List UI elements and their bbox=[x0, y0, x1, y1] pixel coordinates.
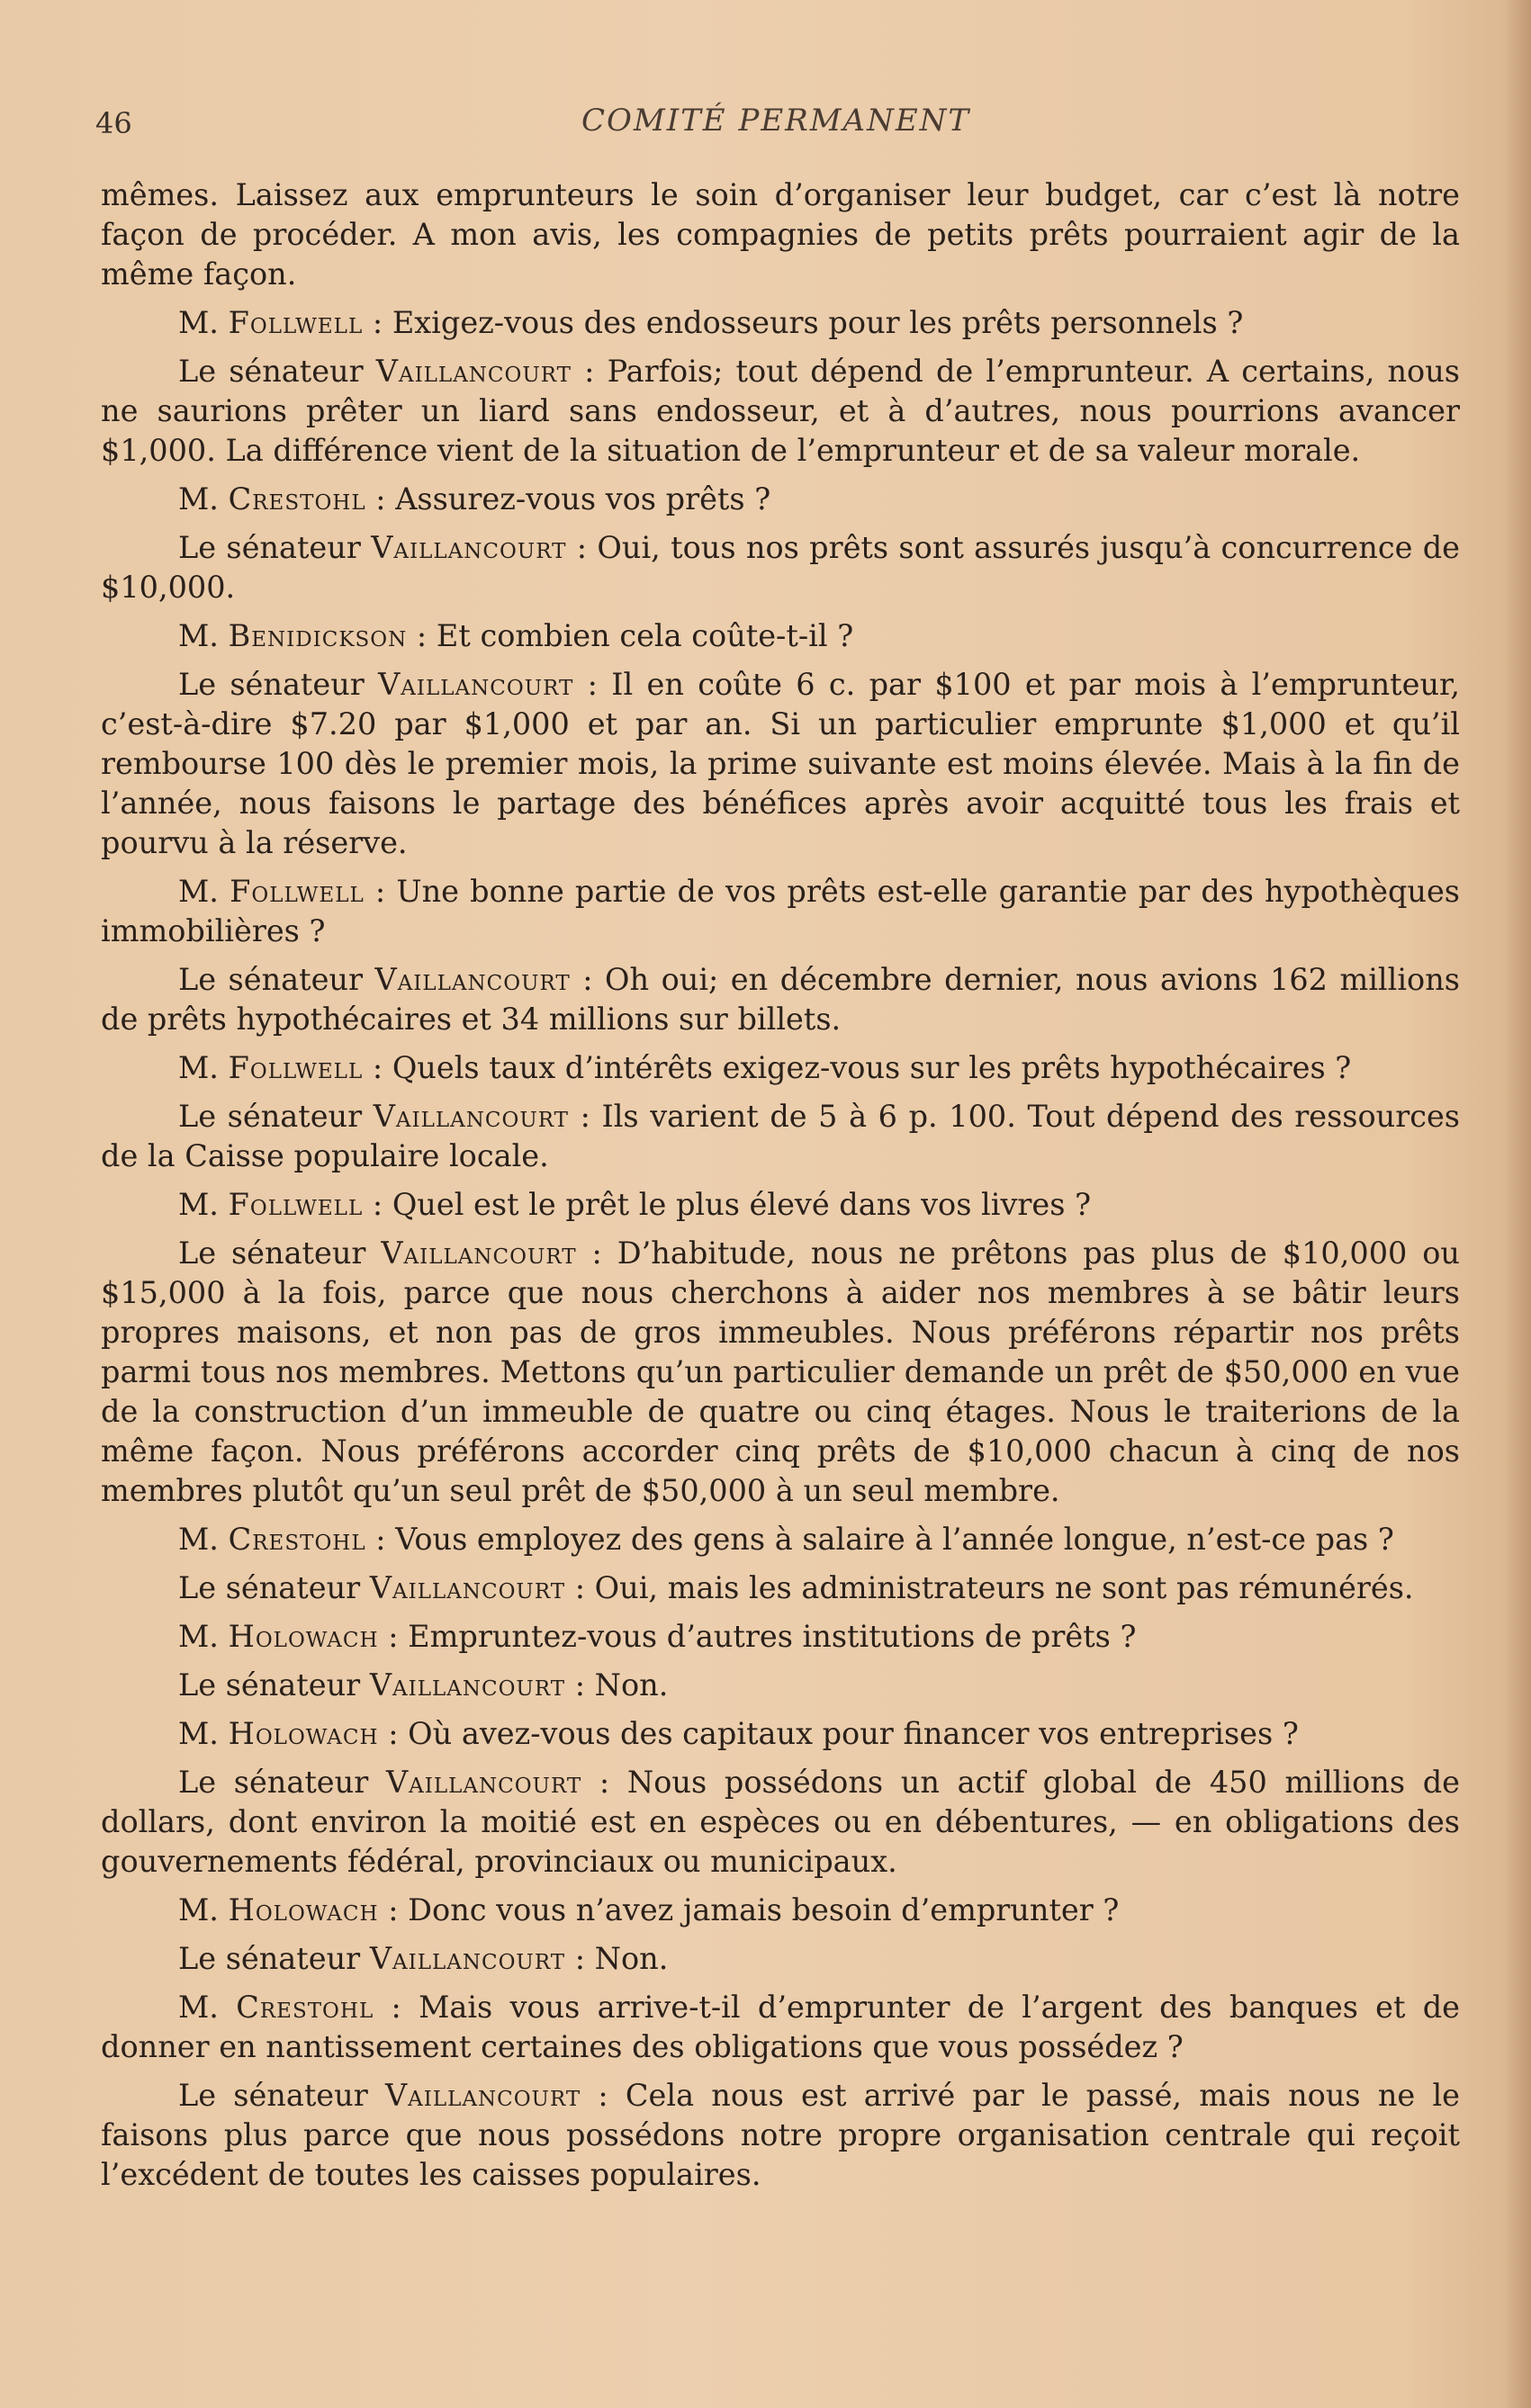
speaker-name: Crestohl bbox=[228, 1522, 366, 1557]
speaker-colon: : bbox=[572, 354, 608, 389]
speaker-colon: : bbox=[573, 667, 612, 702]
speaker-colon: : bbox=[566, 530, 598, 565]
speaker-title: M. bbox=[178, 1619, 229, 1654]
speech-text: Exigez-vous des endosseurs pour les prêts personnels ? bbox=[392, 305, 1244, 340]
speaker-colon: : bbox=[576, 1235, 617, 1271]
speaker-colon: : bbox=[378, 1619, 409, 1654]
speaker-colon: : bbox=[565, 1570, 595, 1605]
speaker-title: Le sénateur bbox=[178, 1099, 374, 1134]
page-header bbox=[95, 99, 1454, 149]
speaker-title: M. bbox=[178, 305, 229, 340]
speaker-colon: : bbox=[363, 1050, 392, 1085]
exchange-paragraph bbox=[101, 1988, 1460, 2067]
speaker-colon: : bbox=[407, 618, 437, 653]
speaker-name: Crestohl bbox=[228, 481, 366, 517]
exchange-paragraph bbox=[101, 528, 1460, 607]
speaker-title: M. bbox=[178, 1522, 229, 1557]
exchange-paragraph bbox=[101, 1568, 1460, 1608]
speaker-colon: : bbox=[363, 1187, 392, 1222]
speaker-name: Follwell bbox=[228, 1187, 364, 1222]
running-title: COMITÉ PERMANENT bbox=[581, 103, 971, 139]
exchange-paragraph bbox=[101, 872, 1460, 951]
speaker-colon: : bbox=[378, 1892, 409, 1927]
speaker-title: Le sénateur bbox=[178, 1941, 370, 1976]
speaker-title: M. bbox=[178, 1187, 229, 1222]
exchange-paragraph bbox=[101, 1891, 1460, 1930]
speech-text: Cela nous est arrivé par le passé, mais nous ne le faisons plus parce que nous possédons notre propre organisation centrale qui reçoit l’excédent de toutes les caisses populaires. bbox=[101, 2078, 1460, 2192]
exchange-paragraph bbox=[101, 665, 1460, 863]
speech-text: D’habitude, nous ne prêtons pas plus de $10,000 ou $15,000 à la fois, parce que nous cherchons à aider nos membres à se bâtir leurs propres maisons, et non pas de gros immeubles. Nous préférons répartir nos prêts parmi tous nos membres. Mettons qu’un particulier demande un prêt de $50,000 en vue de la construction d’un immeuble de quatre ou cinq étages. Nous le traiterions de la même façon. Nous préférons accorder cinq prêts de $10,000 chacun à cinq de nos membres plutôt qu’un seul prêt de $50,000 à un seul membre. bbox=[101, 1235, 1460, 1508]
exchange-paragraph bbox=[101, 616, 1460, 656]
exchange-paragraph bbox=[101, 1234, 1460, 1511]
speaker-name: Follwell bbox=[228, 305, 364, 340]
exchange-paragraph bbox=[101, 960, 1460, 1039]
speaker-name: Vaillancourt bbox=[385, 1765, 582, 1800]
speaker-colon: : bbox=[364, 874, 397, 909]
exchange-paragraph bbox=[101, 1763, 1460, 1882]
speech-text: Oh oui; en décembre dernier, nous avions 162 millions de prêts hypothécaires et 34 millions sur billets. bbox=[101, 962, 1460, 1037]
speech-text: Vous employez des gens à salaire à l’année longue, n’est-ce pas ? bbox=[395, 1522, 1394, 1557]
speaker-colon: : bbox=[363, 305, 392, 340]
speaker-title: Le sénateur bbox=[178, 962, 375, 997]
speech-text: Il en coûte 6 c. par $100 et par mois à l’emprunteur, c’est-à-dire $7.20 par $1,000 et par an. Si un particulier emprunte $1,000 et qu’il rembourse 100 dès le premier mois, la prime suivante est moins élevée. Mais à la fin de l’année, nous faisons le partage des bénéfices après avoir acquitté tous les frais et pourvu à la réserve. bbox=[101, 667, 1460, 860]
speaker-name: Vaillancourt bbox=[371, 530, 567, 565]
speech-text: Nous possédons un actif global de 450 millions de dollars, dont environ la moitié est en espèces ou en débentures, — en obligations des gouvernements fédéral, provinciaux ou municipaux. bbox=[101, 1765, 1460, 1879]
speaker-colon: : bbox=[378, 1716, 409, 1751]
testimony-exchanges bbox=[101, 303, 1460, 2195]
speech-text: Quels taux d’intérêts exigez-vous sur les prêts hypothécaires ? bbox=[392, 1050, 1352, 1085]
speaker-colon: : bbox=[365, 1522, 396, 1557]
speaker-colon: : bbox=[565, 1667, 595, 1703]
speaker-name: Vaillancourt bbox=[381, 1235, 577, 1271]
exchange-paragraph bbox=[101, 1048, 1460, 1088]
exchange-paragraph bbox=[101, 2076, 1460, 2195]
speaker-title: M. bbox=[178, 1892, 229, 1927]
speech-text: Non. bbox=[594, 1667, 669, 1703]
speech-text: Et combien cela coûte-t-il ? bbox=[436, 618, 854, 653]
speaker-name: Vaillancourt bbox=[378, 667, 574, 702]
exchange-paragraph bbox=[101, 480, 1460, 519]
speaker-name: Holowach bbox=[228, 1619, 379, 1654]
speech-text: Où avez-vous des capitaux pour financer vos entreprises ? bbox=[408, 1716, 1299, 1751]
speaker-title: M. bbox=[178, 618, 229, 653]
speaker-title: Le sénateur bbox=[178, 530, 372, 565]
speaker-name: Vaillancourt bbox=[373, 1099, 569, 1134]
opening-paragraph: mêmes. Laissez aux emprunteurs le soin d’organiser leur budget, car c’est là notre façon de procéder. A mon avis, les compagnies de petits prêts pourraient agir de la même façon. bbox=[101, 177, 1460, 292]
speaker-name: Vaillancourt bbox=[369, 1570, 566, 1605]
speaker-title: M. bbox=[178, 1050, 229, 1085]
document-body bbox=[101, 175, 1460, 2204]
speaker-name: Vaillancourt bbox=[375, 354, 572, 389]
speech-text: Mais vous arrive-t-il d’emprunter de l’argent des banques et de donner en nantissement certaines des obligations que vous possédez ? bbox=[101, 1990, 1460, 2064]
speaker-title: M. bbox=[178, 1990, 237, 2025]
exchange-paragraph bbox=[101, 1939, 1460, 1979]
speaker-name: Holowach bbox=[228, 1892, 379, 1927]
speaker-title: Le sénateur bbox=[178, 1765, 386, 1800]
speaker-title: M. bbox=[178, 874, 230, 909]
exchange-paragraph bbox=[101, 1097, 1460, 1176]
speaker-name: Crestohl bbox=[236, 1990, 374, 2025]
speaker-title: M. bbox=[178, 481, 229, 517]
speech-text: Non. bbox=[594, 1941, 669, 1976]
speech-text: Ils varient de 5 à 6 p. 100. Tout dépend des ressources de la Caisse populaire locale. bbox=[101, 1099, 1461, 1173]
exchange-paragraph bbox=[101, 303, 1460, 343]
speaker-colon: : bbox=[568, 1099, 602, 1134]
speaker-title: Le sénateur bbox=[178, 1570, 370, 1605]
speaker-colon: : bbox=[374, 1990, 419, 2025]
speaker-name: Benidickson bbox=[228, 618, 408, 653]
speaker-colon: : bbox=[581, 2078, 626, 2113]
speaker-name: Vaillancourt bbox=[384, 2078, 581, 2113]
exchange-paragraph bbox=[101, 1520, 1460, 1559]
speaker-name: Vaillancourt bbox=[369, 1941, 566, 1976]
speaker-title: Le sénateur bbox=[178, 1667, 370, 1703]
speaker-title: Le sénateur bbox=[178, 667, 379, 702]
speech-text: Oui, mais les administrateurs ne sont pas rémunérés. bbox=[594, 1570, 1414, 1605]
speaker-title: Le sénateur bbox=[178, 1235, 382, 1271]
page-number: 46 bbox=[95, 106, 132, 140]
speech-text: Assurez-vous vos prêts ? bbox=[395, 481, 771, 517]
speaker-colon: : bbox=[565, 1941, 595, 1976]
speaker-colon: : bbox=[581, 1765, 627, 1800]
speaker-name: Follwell bbox=[228, 1050, 364, 1085]
speech-text: Parfois; tout dépend de l’emprunteur. A certains, nous ne saurions prêter un liard sans endosseur, et à d’autres, nous pourrions avancer $1,000. La différence vient de la situation de l’emprunteur et de sa valeur morale. bbox=[101, 354, 1460, 468]
speaker-name: Vaillancourt bbox=[374, 962, 571, 997]
exchange-paragraph bbox=[101, 1714, 1460, 1754]
speaker-colon: : bbox=[570, 962, 606, 997]
page-edge-shadow bbox=[1504, 0, 1531, 2408]
speech-text: Donc vous n’avez jamais besoin d’emprunter ? bbox=[408, 1892, 1120, 1927]
speech-text: Empruntez-vous d’autres institutions de prêts ? bbox=[408, 1619, 1137, 1654]
speaker-name: Holowach bbox=[228, 1716, 379, 1751]
speech-text: Une bonne partie de vos prêts est-elle garantie par des hypothèques immobilières ? bbox=[101, 874, 1460, 948]
speaker-title: Le sénateur bbox=[178, 354, 376, 389]
exchange-paragraph bbox=[101, 1617, 1460, 1657]
speaker-title: M. bbox=[178, 1716, 229, 1751]
speaker-colon: : bbox=[365, 481, 396, 517]
exchange-paragraph bbox=[101, 1185, 1460, 1225]
speaker-name: Vaillancourt bbox=[369, 1667, 566, 1703]
speech-text: Oui, tous nos prêts sont assurés jusqu’à concurrence de $10,000. bbox=[101, 530, 1461, 605]
exchange-paragraph bbox=[101, 352, 1460, 471]
speaker-title: Le sénateur bbox=[178, 2078, 385, 2113]
speech-text: Quel est le prêt le plus élevé dans vos livres ? bbox=[392, 1187, 1092, 1222]
speaker-name: Follwell bbox=[230, 874, 365, 909]
exchange-paragraph bbox=[101, 1666, 1460, 1705]
